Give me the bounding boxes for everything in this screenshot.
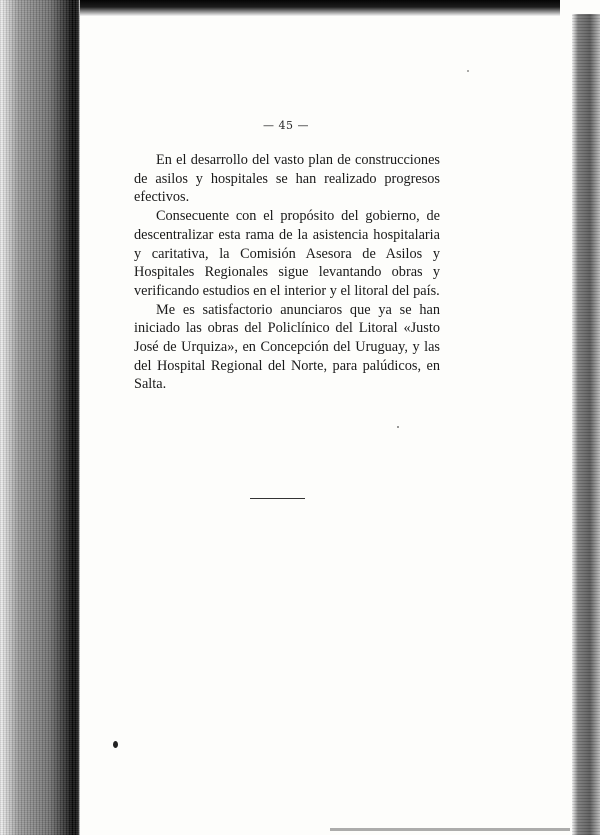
paragraph-2: Consecuente con el propósito del gobierno, de descentralizar esta rama de la asistencia hospitalaria y caritativa, la Comisión Asesora de Asilos y Hospitales Regionales sigue levantando obras y verificando estudios en el interior y el litoral del país. — [134, 208, 440, 299]
page-number: — 45 — — [263, 119, 309, 132]
ink-speck — [113, 741, 118, 748]
scan-top-edge — [0, 0, 560, 16]
paragraph-3: Me es satisfactorio anunciaros que ya se han iniciado las obras del Policlínico del Litoral «Justo José de Urquiza», en Concepción del Uruguay, y las del Hospital Regional del Norte, para palúdicos, en Salta. — [134, 301, 440, 393]
closing-rule — [250, 498, 305, 499]
paragraph-1: En el desarrollo del vasto plan de construcciones de asilos y hospitales se han realizado progresos efectivos. — [134, 152, 440, 206]
ink-speck — [397, 426, 399, 428]
scan-bottom-edge — [330, 828, 570, 831]
scan-right-edge — [572, 14, 600, 835]
body-text — [134, 151, 440, 394]
ink-speck — [467, 70, 469, 72]
